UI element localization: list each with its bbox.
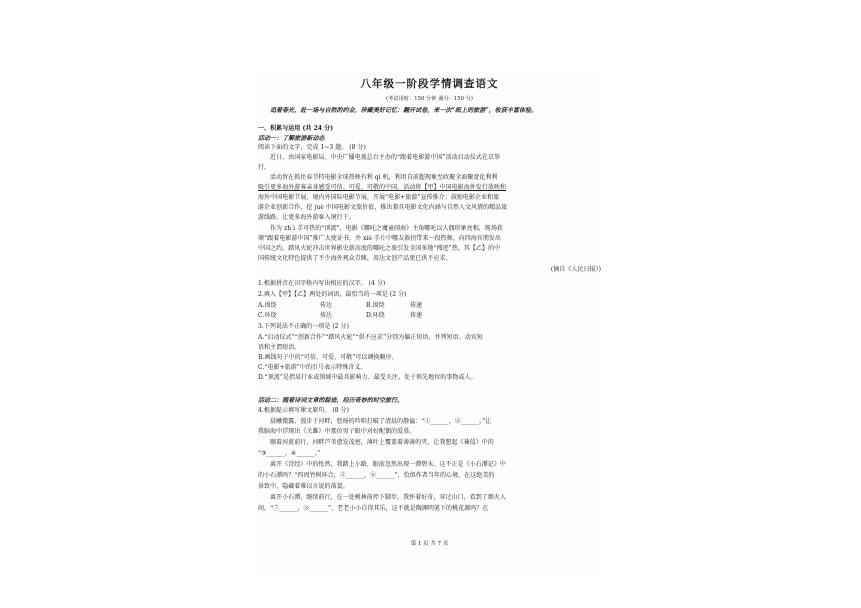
q3-option: D.“顶流”是指某行业或领域中最具影响力、最受关注、处于领先地位的事物或人。: [258, 374, 477, 381]
q2-option-d: D.环绕: [366, 312, 385, 319]
q2-option-row: [258, 302, 458, 310]
q3-option: B.画线句子中的“可信、可爱、可敬”可以调换顺序。: [258, 354, 398, 361]
q2-option-row: [258, 312, 458, 320]
q2-option-b-value: 传递: [410, 302, 423, 309]
passage-source: (摘自《人民日报》): [550, 266, 601, 273]
passage-line: 颁“跟着电影游中国”推广大使证书，并 xiè 手片中哪友救拐带来一段热舞，向四海宾朋发出: [258, 235, 502, 242]
q4-line: 间，“⑦______，⑧______”，老老小小自得其乐，这不就是陶渊明笔下的桃花源吗？在: [258, 505, 489, 512]
q2-option-c-value: 传达: [320, 312, 333, 319]
q2-option-c: C.环绕: [258, 312, 277, 319]
passage-line: 中国之约。踏风火轮冲击世界影史新高度的哪吒之旅引发全国多地“搜迹”热，其【乙】的中: [258, 245, 501, 252]
question-1: 1.根据拼音在田字格内写出相应的汉字。 (4 分): [258, 280, 386, 287]
q3-option: C.“电影+旅游”中的引号表示特殊含义。: [258, 364, 367, 371]
page-footer: 第 1 页 共 7 页: [410, 541, 449, 547]
question-4: 4.根据提示填写课文原句。 (8 分): [258, 407, 349, 414]
q4-line: “③______，④______。”: [258, 450, 321, 457]
q4-line: 顺着河流前行，河畔芦苇愈发茂密，薄叶上覆盖着薄薄的夹，让我想起《蒹葭》中的: [270, 439, 494, 446]
q2-option-a-value: 传达: [320, 302, 333, 309]
passage-line-underlined: 吸引更多海外游客亲身感受可信、可爱、可敬的中国。活动将【甲】中国电影海外发行放映和: [258, 184, 507, 191]
section-heading-1: 一、积累与运用 (共 24 分): [258, 125, 334, 132]
q2-option-a: A.围绕: [258, 302, 277, 309]
passage-line: 行。: [258, 164, 271, 171]
q4-line: 晨曦微露，漫步于河畔，悠扬的吟唱打破了清晨的静谧：“①______，②______。”让: [270, 418, 492, 425]
question-2: 2.填入【甲】【乙】两处的词语，最恰当的一项是 (2 分): [258, 291, 407, 298]
passage-line: 游企业创新合作，挖 juè 中国电影文旅价值，推出兼具电影文化内涵与自然人文风情的精品旅: [258, 204, 508, 211]
q4-line: 的小石潭吗？“四周竹树环合，⑤______，⑥______”，恰似作者当年的心境，在这绝美的: [258, 472, 495, 479]
exam-subtitle: (考试用时：150 分钟 满分：150 分): [386, 96, 473, 102]
passage-line: 活动旨在抓住春节档电影全球热映有利 qì 机，利用自前超现象至政聚全面聚宽化利利: [270, 174, 498, 181]
q3-option: A.“启动仪式”“创新合作”“踏风火轮”“供不应求”分别为偏正短语、并列短语、动宾短: [258, 334, 483, 341]
passage-line: 游线路，让更多海外游客入境行于。: [258, 214, 355, 221]
q4-line: 景致中，隐藏着难以言说的落寞。: [258, 483, 349, 490]
passage-line: 海外中国电影节展、境内外国际电影节展，开展“电影+旅游”宣传推介；鼓励电影企业和旅: [258, 194, 500, 201]
q3-option: 语和主谓短语。: [258, 344, 301, 351]
q4-line: 离开《诗经》中的怅然，我踏上小路，眼前忽然出现一潭碧水。这不正是《小石潭记》中: [270, 461, 506, 468]
activity-heading-2: 活动二：随着诗词文章的踪迹，经历奇妙的时空旅行。: [258, 397, 404, 404]
q4-line: 我脑海中浮现出《关雎》中那位男子眼中对好配偶的爱慕。: [258, 428, 416, 435]
q2-option-d-value: 传递: [410, 312, 423, 319]
passage-line: 作为 zh ì 手可热的“顶流”，电影《哪吒之魔童闹海》主角哪吒以人偶形象亮相，现场获: [270, 225, 503, 232]
passage-line: 国传统文化特色提供了不少海外观众青睐，用达文创产品更已供不应求。: [258, 255, 452, 262]
question-3: 3.下列说法不正确的一项是 (2 分): [258, 323, 349, 330]
instruction-1: 阅读下面的文字，完成 1~3 题。 (8 分): [258, 144, 366, 151]
page-title: 八年级一阶段学情调查语文: [360, 78, 499, 90]
activity-heading-1: 活动一：了解旅游新动态: [258, 135, 325, 142]
q2-option-b: B.围绕: [366, 302, 385, 309]
q4-line: 离开小石潭，继续前行，在一处桃林前停下脚步，我怀着好奇，穿过山口，看到了烟火人: [270, 494, 506, 501]
passage-line: 近日，由国家电影局、中央广播电视总台主办的“跟着电影游中国”活动启动仪式在京举: [270, 154, 501, 161]
exam-page: [258, 70, 601, 575]
intro-text: 追着春光，赴一场与自然的约会，珍藏美好记忆：翻开试卷，来一次“纸上的旅游”，收获丰富体验。: [270, 107, 538, 114]
